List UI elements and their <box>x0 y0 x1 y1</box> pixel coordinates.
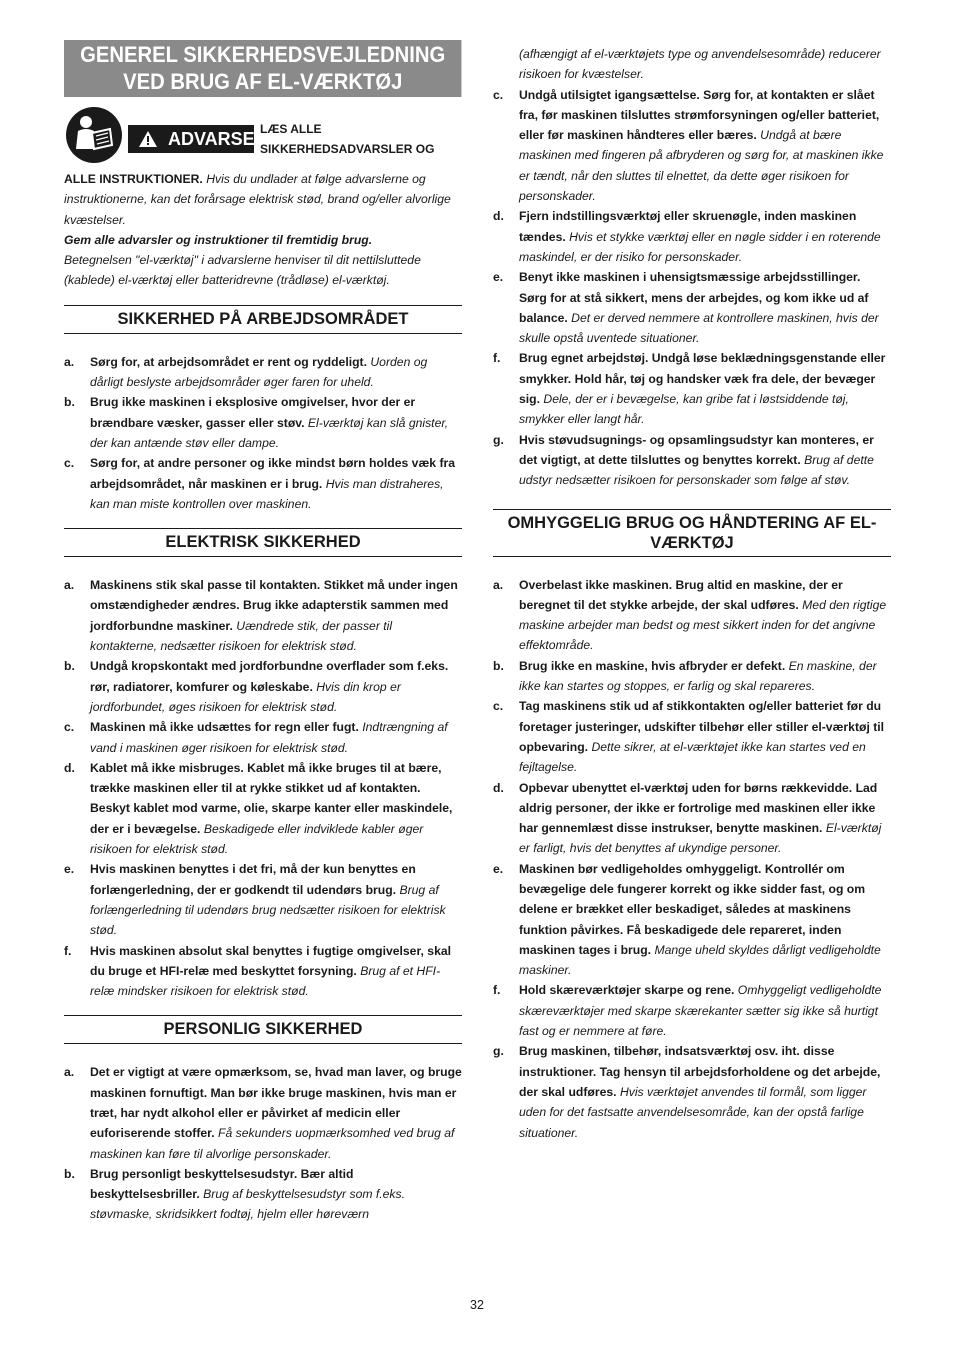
item-bold: Brug personligt beskyttelsesudstyr. Bær altid beskyttelsesbriller. <box>90 1166 354 1202</box>
item-bold: Maskinen må ikke udsættes for regn eller fugt. <box>90 720 359 735</box>
item-italic: Hvis værktøjet anvendes til formål, som ligger uden for det fastsatte anvendelsesområde, kan der opstå farlige situationer. <box>519 1084 867 1140</box>
item-italic: En maskine, der ikke kan startes og stoppes, er farlig og skal repareres. <box>519 658 877 694</box>
list-item <box>64 575 462 656</box>
list-item <box>493 206 891 267</box>
item-italic: Brug af forlængerledning til udendørs brug nedsætter risikoen for elektrisk stød. <box>90 882 446 938</box>
list-item <box>64 1062 462 1163</box>
item-bold: Brug ikke maskinen i eksplosive omgivelser, hvor der er brændbare væsker, gasser eller støv. <box>90 395 416 430</box>
warning-lead <box>260 119 460 159</box>
warning-definition: Betegnelsen "el-værktøj" i advarslerne henviser til dit nettilsluttede (kablede) el-værktøj eller batteridrevne (trådløse) el-værktøj. <box>64 253 421 288</box>
item-letter: c. <box>493 699 504 714</box>
list-item <box>493 980 891 1041</box>
list-item <box>64 453 462 514</box>
item-bold: Brug ikke en maskine, hvis afbryder er defekt. <box>519 658 786 673</box>
item-letter: a. <box>64 1065 75 1080</box>
item-bold: Undgå kropskontakt med jordforbundne overflader som f.eks. rør, radiatorer, komfurer og køleskabe. <box>90 659 449 694</box>
section-heading-work-area: SIKKERHED PÅ ARBEJDSOMRÅDET <box>64 305 462 334</box>
page-title <box>64 40 461 97</box>
item-letter: b. <box>64 1166 75 1181</box>
item-italic: Indtrængning af vand i maskinen øger risikoen for elektrisk stød. <box>90 720 448 755</box>
item-bold: Brug egnet arbejdstøj. Undgå løse beklædningsgenstande eller smykker. Hold hår, tøj og handsker væk fra dele, der bevæger sig. <box>519 351 886 407</box>
item-letter: a. <box>64 578 75 593</box>
list-item <box>64 656 462 717</box>
item-letter: c. <box>64 720 75 735</box>
item-letter: d. <box>493 209 504 224</box>
item-italic: Mange uheld skyldes dårligt vedligeholdte maskiner. <box>519 942 881 978</box>
personal-continuation <box>493 44 891 85</box>
item-bold: Undgå utilsigtet igangsættelse. Sørg for, at kontakten er slået fra, før maskinen tilsluttes strømforsyningen og/eller batteriet, eller før maskinen håndteres eller bæres. <box>519 87 880 143</box>
warning-lead-line-3: ALLE INSTRUKTIONER. <box>64 172 203 186</box>
item-letter: c. <box>64 456 75 471</box>
list-item <box>64 859 462 940</box>
item-bold: Sørg for, at andre personer og ikke mindst børn holdes væk fra arbejdsområdet, når maskinen er i brug. <box>90 456 456 491</box>
list-item <box>64 941 462 1002</box>
list-item <box>493 656 891 697</box>
item-letter: e. <box>64 862 75 877</box>
careful-use-list <box>493 575 891 1143</box>
item-bold: Maskinen bør vedligeholdes omhyggeligt. Kontrollér om bevægelige dele fungerer korrekt og ikke sidder fast, og om delene er brækket eller beskadiget, således at maskinens funktion påvirkes. Få beskadigede dele repareret, inden maskinen tages i brug. <box>519 861 866 957</box>
item-italic: Uændrede stik, der passer til kontakterne, nedsætter risikoen for elektrisk stød. <box>90 618 393 654</box>
list-item <box>64 392 462 453</box>
list-item <box>493 85 891 207</box>
item-bold: Sørg for, at arbejdsområdet er rent og ryddeligt. <box>90 354 367 369</box>
list-item <box>493 859 891 981</box>
item-italic: Brug af dette udstyr nedsætter risikoen for personskader som følge af støv. <box>519 452 874 488</box>
item-letter: c. <box>493 87 504 102</box>
item-bold: Det er vigtigt at være opmærksom, se, hvad man laver, og bruge maskinen fornuftigt. Man bør ikke bruge maskinen, hvis man er træt, har nydt alkohol eller er påvirket af medicin eller euforiserende stoffer. <box>90 1065 462 1141</box>
item-bold: Benyt ikke maskinen i uhensigtsmæssige arbejdsstillinger. Sørg for at stå sikkert, mens der arbejdes, og kom ikke ud af balance. <box>519 270 869 325</box>
item-bold: Opbevar ubenyttet el-værktøj uden for børns rækkevidde. Lad aldrig personer, der ikke er fortrolige med maskinen eller ikke har gennemlæst disse instrukser, benytte maskinen. <box>519 780 878 836</box>
item-bold: Kablet må ikke misbruges. Kablet må ikke bruges til at bære, trække maskinen eller til at rykke stikket ud af kontakten. Beskyt kablet mod varme, olie, skarpe kanter eller maskindele, der er i bevægelse. <box>90 760 453 836</box>
list-item <box>64 352 462 393</box>
item-italic: Hvis et stykke værktøj eller en nøgle sidder i en roterende maskindel, er der risiko for personskader. <box>519 229 881 264</box>
list-item <box>493 267 891 348</box>
warning-triangle-icon <box>138 130 158 148</box>
warning-keep: Gem alle advarsler og instruktioner til fremtidig brug. <box>64 232 373 247</box>
item-italic: Det er derved nemmere at kontrollere maskinen, hvis der skulle opstå uventede situationer. <box>519 310 879 346</box>
list-item <box>493 430 891 491</box>
item-italic: Brug af et HFI-relæ mindsker risikoen for elektrisk stød. <box>90 963 441 999</box>
item-italic: El-værktøj er farligt, hvis det benyttes af ukyndige personer. <box>519 821 882 856</box>
item-bold: Fjern indstillingsværktøj eller skruenøgle, inden maskinen tændes. <box>519 209 857 244</box>
section-heading-electrical: ELEKTRISK SIKKERHED <box>64 528 462 557</box>
item-bold: Brug maskinen, tilbehør, indsatsværktøj osv. iht. disse instruktioner. Tag hensyn til arbejdsforholdene og det arbejde, der skal udføres. <box>519 1044 881 1099</box>
electrical-list <box>64 575 462 1001</box>
item-italic: Undgå at bære maskinen med fingeren på afbryderen og sørg for, at maskinen ikke er tændt, når den sluttes til elnettet, da dette øger risikoen for personskader. <box>519 128 884 204</box>
item-italic: Uorden og dårligt beslyste arbejdsområder øger faren for uheld. <box>90 354 428 390</box>
list-item <box>493 696 891 777</box>
page-number: 32 <box>470 1298 484 1312</box>
item-letter: e. <box>493 861 504 876</box>
item-italic: (afhængigt af el-værktøjets type og anvendelsesområde) reducerer risikoen for kvæstelser. <box>519 47 881 82</box>
item-letter: g. <box>493 1044 504 1059</box>
item-italic: Dele, der er i bevægelse, kan gribe fat i løstsiddende tøj, smykker eller langt hår. <box>519 392 849 427</box>
heading-line-1: OMHYGGELIG BRUG OG HÅNDTERING AF EL- <box>507 513 877 532</box>
item-letter: a. <box>64 354 75 369</box>
item-italic: Omhyggeligt vedligeholdte skæreværktøjer med skarpe skærekanter sætter sig ikke så hurtigt fast og er nemmere at føre. <box>519 983 882 1039</box>
item-letter: d. <box>493 780 504 795</box>
list-item <box>493 1041 891 1142</box>
item-bold: Tag maskinens stik ud af stikkontakten og/eller batteriet før du foretager justeringer, udskifter tilbehør eller stiller el-værktøj til opbevaring. <box>519 699 885 754</box>
item-letter: g. <box>493 432 504 447</box>
item-letter: b. <box>64 659 75 674</box>
warning-row <box>64 107 462 169</box>
title-line-2: VED BRUG AF EL-VÆRKTØJ <box>123 69 403 94</box>
item-letter: b. <box>493 658 504 673</box>
item-italic: Få sekunders uopmærksomhed ved brug af maskinen kan føre til alvorlige personskader. <box>90 1126 455 1161</box>
warning-badge <box>128 125 266 153</box>
list-item <box>64 758 462 859</box>
item-letter: f. <box>493 983 501 998</box>
right-column <box>493 44 891 1143</box>
item-letter: f. <box>64 943 72 958</box>
item-italic: Hvis man distraheres, kan man miste kontrollen over maskinen. <box>90 476 444 511</box>
read-manual-icon <box>66 107 122 163</box>
item-bold: Hold skæreværktøjer skarpe og rene. <box>519 983 735 998</box>
item-letter: a. <box>493 577 504 592</box>
warning-badge-label: ADVARSEL <box>168 129 266 149</box>
list-item <box>64 1164 462 1225</box>
warning-intro <box>64 169 462 230</box>
list-item <box>493 778 891 859</box>
heading-line-2: VÆRKTØJ <box>650 533 734 552</box>
section-heading-careful-use <box>493 509 891 557</box>
item-italic: Dette sikrer, at el-værktøjet ikke kan startes ved en fejltagelse. <box>519 739 866 775</box>
warning-lead-line-1: LÆS ALLE <box>260 122 322 136</box>
title-line-1: GENEREL SIKKERHEDSVEJLEDNING <box>80 42 446 67</box>
item-letter: f. <box>493 351 501 366</box>
item-italic: Med den rigtige maskine arbejder man bedst og mest sikkert inden for det angivne effektområde. <box>519 597 887 653</box>
section-heading-personal: PERSONLIG SIKKERHED <box>64 1015 462 1044</box>
personal-list-continued <box>493 85 891 491</box>
item-italic: Brug af beskyttelsesudstyr som f.eks. støvmaske, skridsikkert fodtøj, hjelm eller høreværn <box>90 1187 406 1222</box>
work-area-list <box>64 352 462 514</box>
item-italic: Beskadigede eller indviklede kabler øger risikoen for elektrisk stød. <box>90 821 424 857</box>
item-italic: Hvis din krop er jordforbundet, øges risikoen for elektrisk stød. <box>90 679 401 714</box>
warning-lead-line-2: SIKKERHEDSADVARSLER OG <box>260 142 435 156</box>
item-letter: e. <box>493 270 504 285</box>
item-bold: Overbelast ikke maskinen. Brug altid en maskine, der er beregnet til det stykke arbejde, der skal udføres. <box>519 577 843 612</box>
item-bold: Hvis støvudsugnings- og opsamlingsudstyr kan monteres, er det vigtigt, at dette tilsluttes og benyttes korrekt. <box>519 432 874 467</box>
item-italic: El-værktøj kan slå gnister, der kan antænde støv eller dampe. <box>90 415 449 450</box>
item-bold: Hvis maskinen benyttes i det fri, må der kun benyttes en forlængerledning, der er godkendt til udendørs brug. <box>90 862 416 897</box>
list-item <box>493 575 891 656</box>
list-item <box>493 348 891 429</box>
personal-list <box>64 1062 462 1224</box>
left-column <box>64 40 462 1225</box>
warning-lead-text: Hvis du undlader at følge advarslerne og instruktionerne, kan det forårsage elektrisk stød, brand og/eller alvorlige kvæstelser. <box>64 172 451 227</box>
item-letter: d. <box>64 760 75 775</box>
item-bold: Hvis maskinen absolut skal benyttes i fugtige omgivelser, skal du bruge et HFI-relæ med beskyttet forsyning. <box>90 943 452 978</box>
item-letter: b. <box>64 395 75 410</box>
item-bold: Maskinens stik skal passe til kontakten. Stikket må under ingen omstændigheder ændres. Brug ikke adapterstik sammen med jordforbundne maskiner. <box>90 578 458 633</box>
list-item <box>64 717 462 758</box>
